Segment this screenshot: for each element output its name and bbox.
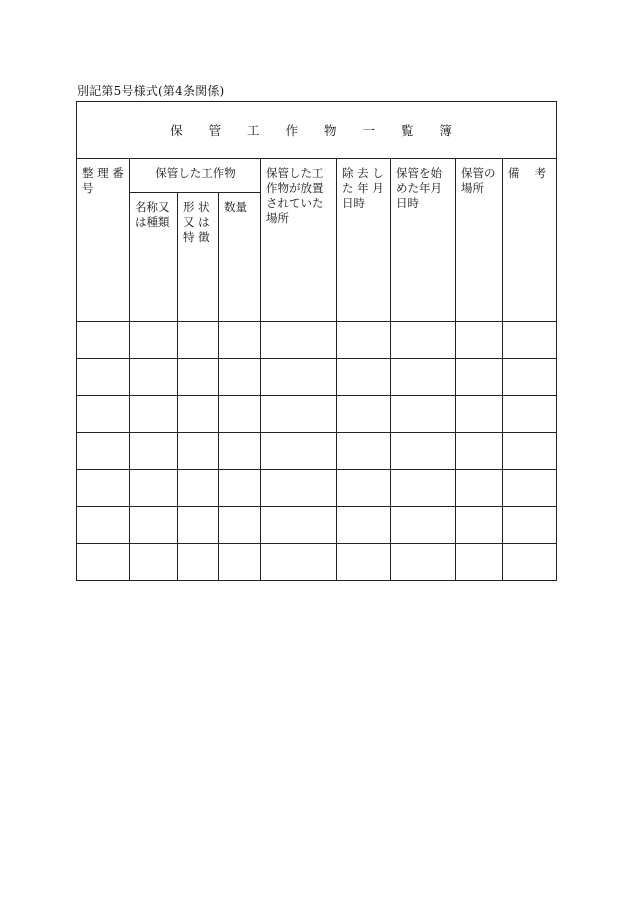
table-cell (261, 507, 337, 544)
table-cell (337, 359, 391, 396)
table-cell (77, 322, 130, 359)
data-rows (77, 322, 557, 581)
table-cell (337, 322, 391, 359)
table-cell (503, 544, 557, 581)
table-cell (261, 359, 337, 396)
table-row (77, 359, 557, 396)
table-cell (77, 433, 130, 470)
table-cell (456, 396, 503, 433)
header-removal-date: 除 去 し た 年 月 日時 (337, 159, 391, 322)
table-cell (456, 433, 503, 470)
table-cell (130, 359, 178, 396)
table-row (77, 507, 557, 544)
structure-ledger-table (76, 101, 557, 581)
table-cell (130, 507, 178, 544)
table-cell (219, 544, 261, 581)
table-cell (130, 396, 178, 433)
table-cell (77, 396, 130, 433)
table-row (77, 470, 557, 507)
table-cell (337, 507, 391, 544)
table-row (77, 433, 557, 470)
table-cell (337, 396, 391, 433)
table-cell (261, 396, 337, 433)
header-storage-location: 保管の 場所 (456, 159, 503, 322)
header-serial-number: 整 理 番 号 (77, 159, 130, 322)
header-name-or-type: 名称又 は種類 (130, 193, 178, 322)
header-shape-or-features: 形 状 又 は 特 徴 (178, 193, 219, 322)
table-cell (456, 507, 503, 544)
table-cell (219, 470, 261, 507)
header-storage-start-date: 保管を始 めた年月 日時 (391, 159, 456, 322)
table-cell (503, 470, 557, 507)
table-cell (337, 433, 391, 470)
table-cell (178, 470, 219, 507)
header-remarks: 備 考 (503, 159, 557, 322)
table-cell (77, 544, 130, 581)
header-stored-structure: 保管した工作物 (130, 159, 261, 193)
table-cell (261, 544, 337, 581)
table-cell (77, 470, 130, 507)
table-cell (337, 470, 391, 507)
table-row (77, 544, 557, 581)
table-cell (503, 359, 557, 396)
table-cell (219, 359, 261, 396)
table-cell (261, 470, 337, 507)
table-cell (391, 433, 456, 470)
header-quantity: 数量 (219, 193, 261, 322)
table-cell (337, 544, 391, 581)
header-abandoned-location: 保管した工 作物が放置 されていた 場所 (261, 159, 337, 322)
table-cell (178, 544, 219, 581)
table-cell (391, 507, 456, 544)
table-cell (219, 433, 261, 470)
table-cell (503, 507, 557, 544)
table-cell (219, 507, 261, 544)
table-cell (391, 544, 456, 581)
table-row (77, 322, 557, 359)
table-cell (503, 433, 557, 470)
table-cell (456, 359, 503, 396)
table-cell (503, 322, 557, 359)
table-cell (77, 507, 130, 544)
table-cell (391, 322, 456, 359)
table-cell (219, 322, 261, 359)
table-cell (456, 544, 503, 581)
table-cell (391, 396, 456, 433)
table-cell (456, 322, 503, 359)
form-title: 保 管 工 作 物 一 覧 簿 (77, 102, 557, 159)
table-cell (178, 433, 219, 470)
table-cell (77, 359, 130, 396)
form-caption: 別記第5号様式(第4条関係) (77, 84, 225, 98)
table-cell (130, 470, 178, 507)
table-cell (391, 359, 456, 396)
table-cell (456, 470, 503, 507)
table-cell (178, 396, 219, 433)
table-cell (130, 544, 178, 581)
table-cell (261, 433, 337, 470)
table-cell (130, 433, 178, 470)
table-cell (130, 322, 178, 359)
table-cell (503, 396, 557, 433)
table-row (77, 396, 557, 433)
table-cell (219, 396, 261, 433)
table-cell (178, 359, 219, 396)
table-cell (261, 322, 337, 359)
table-cell (178, 322, 219, 359)
table-cell (391, 470, 456, 507)
table-cell (178, 507, 219, 544)
